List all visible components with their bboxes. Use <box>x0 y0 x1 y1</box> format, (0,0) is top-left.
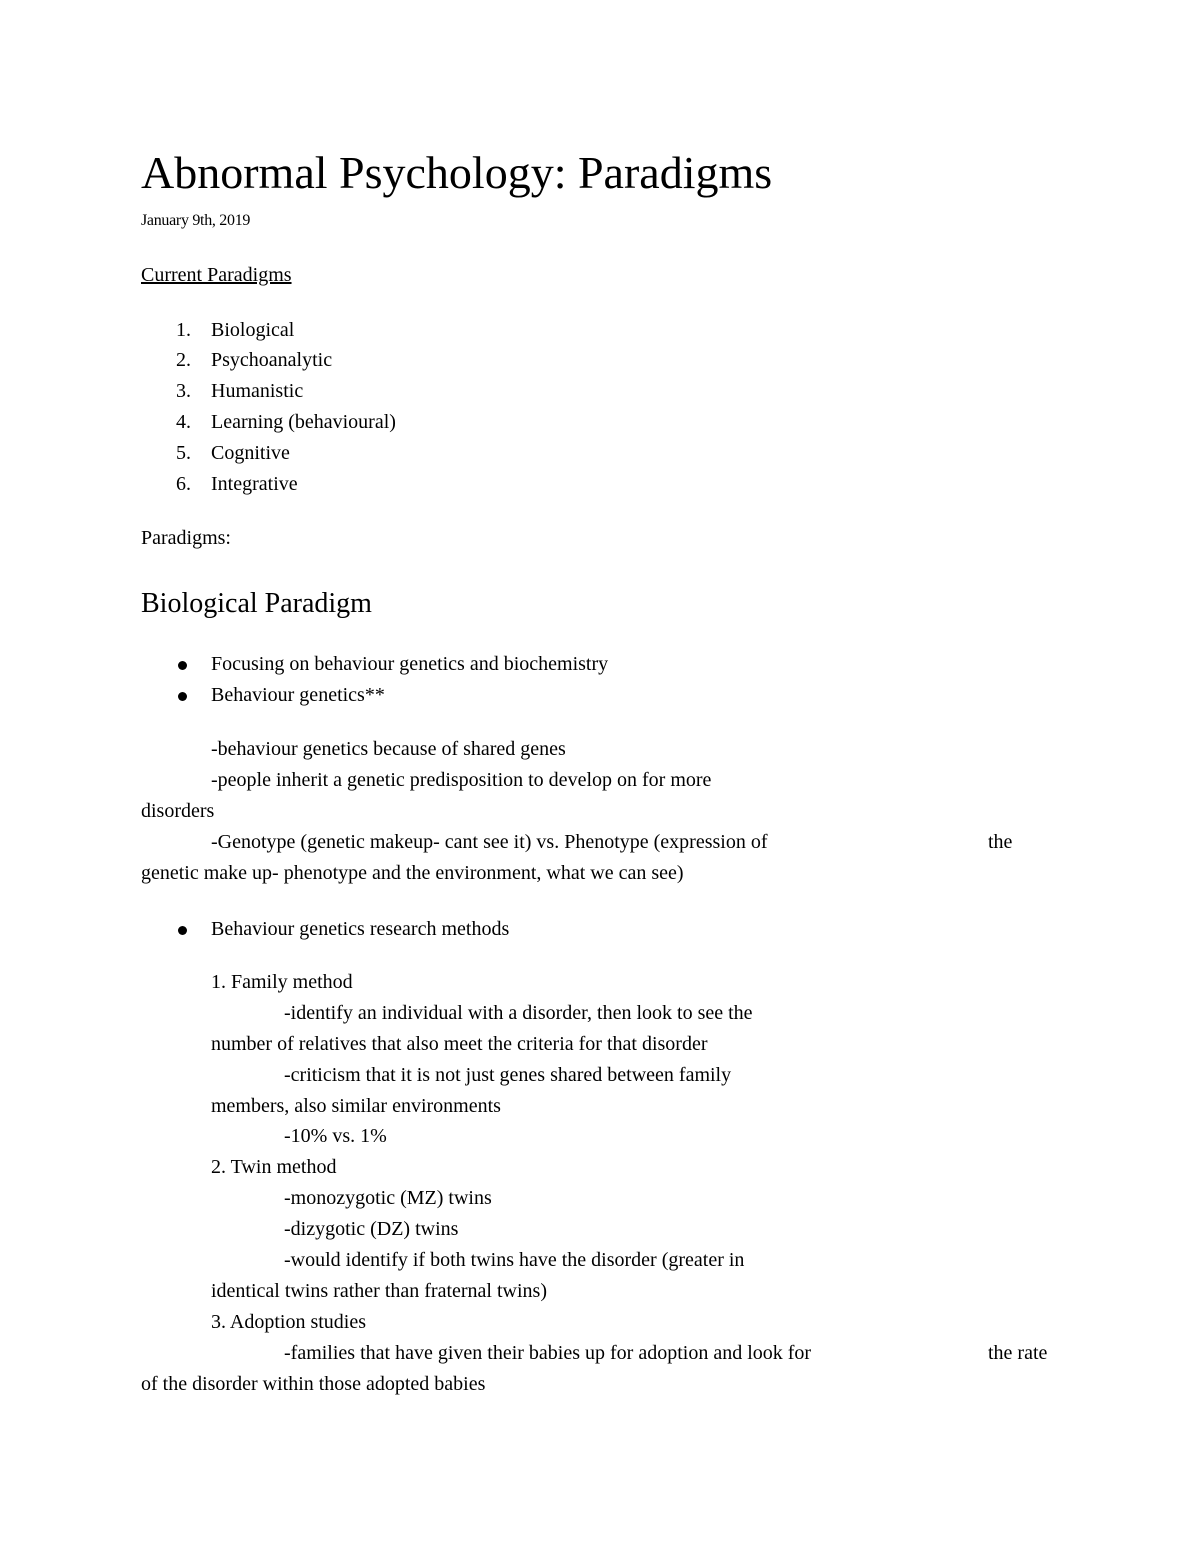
note-line: genetic make up- phenotype and the environment, what we can see) <box>141 862 684 884</box>
bullet-item: Behaviour genetics research methods <box>211 918 510 940</box>
method-line: identical twins rather than fraternal twins) <box>211 1280 547 1302</box>
method-line-end: the rate <box>988 1342 1048 1364</box>
method-line: members, also similar environments <box>211 1095 501 1117</box>
method-title: 3. Adoption studies <box>211 1311 367 1333</box>
method-line: of the disorder within those adopted babies <box>141 1373 486 1395</box>
method-line: -criticism that it is not just genes shared between family <box>284 1064 732 1086</box>
list-number: 2. <box>176 349 191 371</box>
note-line: -people inherit a genetic predisposition to develop on for more <box>211 769 712 791</box>
bullet-icon <box>178 661 187 670</box>
list-item: Biological <box>211 319 295 341</box>
method-title: 1. Family method <box>211 971 353 993</box>
method-line: -10% vs. 1% <box>284 1125 387 1147</box>
note-line-end: the <box>988 831 1013 853</box>
method-line: -monozygotic (MZ) twins <box>284 1187 492 1209</box>
bullet-icon <box>178 692 187 701</box>
list-number: 4. <box>176 411 191 433</box>
list-item: Humanistic <box>211 380 304 402</box>
current-paradigms-heading: Current Paradigms <box>141 264 292 286</box>
paradigms-label: Paradigms: <box>141 527 231 549</box>
document-date: January 9th, 2019 <box>141 212 251 229</box>
method-title: 2. Twin method <box>211 1156 337 1178</box>
bullet-item: Focusing on behaviour genetics and biochemistry <box>211 653 609 675</box>
method-line: -dizygotic (DZ) twins <box>284 1218 459 1240</box>
document-title: Abnormal Psychology: Paradigms <box>141 147 773 198</box>
note-line: -Genotype (genetic makeup- cant see it) vs. Phenotype (expression of <box>211 831 768 853</box>
note-line: disorders <box>141 800 215 822</box>
bullet-icon <box>178 926 187 935</box>
bullet-item: Behaviour genetics** <box>211 684 385 706</box>
list-number: 6. <box>176 473 191 495</box>
method-line: -would identify if both twins have the disorder (greater in <box>284 1249 745 1271</box>
list-number: 5. <box>176 442 191 464</box>
list-number: 1. <box>176 319 191 341</box>
note-line: -behaviour genetics because of shared genes <box>211 738 566 760</box>
biological-paradigm-heading: Biological Paradigm <box>141 588 372 619</box>
list-item: Integrative <box>211 473 298 495</box>
list-item: Learning (behavioural) <box>211 411 396 433</box>
list-number: 3. <box>176 380 191 402</box>
method-line: number of relatives that also meet the criteria for that disorder <box>211 1033 708 1055</box>
method-line: -families that have given their babies up for adoption and look for <box>284 1342 812 1364</box>
list-item: Cognitive <box>211 442 290 464</box>
list-item: Psychoanalytic <box>211 349 333 371</box>
method-line: -identify an individual with a disorder, then look to see the <box>284 1002 753 1024</box>
